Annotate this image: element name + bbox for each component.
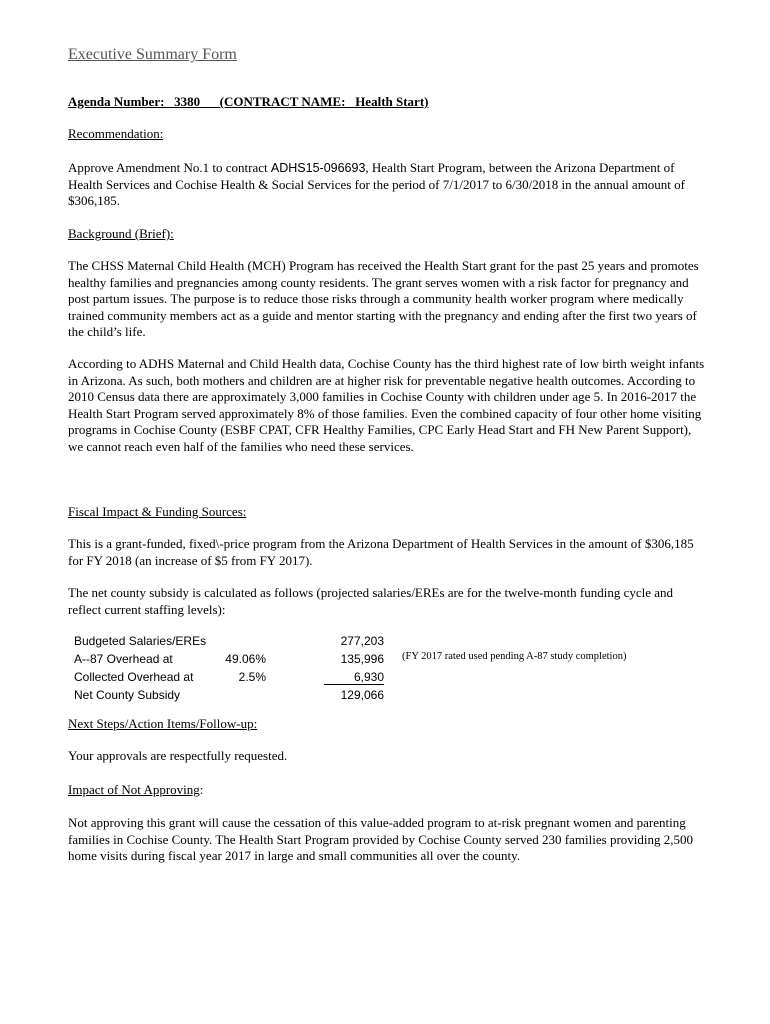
form-title: Executive Summary Form xyxy=(68,46,237,63)
row-label: Budgeted Salaries/EREs xyxy=(74,634,207,648)
row-amount: 6,930 xyxy=(324,670,384,685)
recommendation-text-after: , Health Start Program, between the Arizona Department of Health Services and Cochise Health & Social Services for the period of 7/1/2017 to 6/30/2018 in the annual amount of $306,185. xyxy=(68,160,685,209)
recommendation-text xyxy=(68,160,708,210)
impact-text: Not approving this grant will cause the cessation of this value-added program to at-risk pregnant women and parenting families in Cochise County. The Health Start Program provided by Cochise County served 230 families providing 2,500 home visits during fiscal year 2017 in large and small communities all over the county. xyxy=(68,815,693,864)
fiscal-paragraph-1: This is a grant-funded, fixed\-price program from the Arizona Department of Health Services in the amount of $306,185 for FY 2018 (an increase of $5 from FY 2017). xyxy=(68,536,694,568)
row-percent: 49.06% xyxy=(225,652,266,666)
contract-number: ADHS15-096693 xyxy=(270,161,366,175)
row-label: Collected Overhead at xyxy=(74,670,194,684)
recommendation-heading: Recommendation: xyxy=(68,126,164,141)
next-steps-heading: Next Steps/Action Items/Follow-up: xyxy=(68,716,258,731)
row-label: A--87 Overhead at xyxy=(74,652,173,666)
impact-heading-label: Impact of Not Approving xyxy=(68,782,200,797)
fiscal-heading: Fiscal Impact & Funding Sources: xyxy=(68,504,247,519)
background-heading: Background (Brief): xyxy=(68,226,174,241)
background-paragraph-2: According to ADHS Maternal and Child Health data, Cochise County has the third highest rate of low birth weight infants in Arizona. As such, both mothers and children are at higher risk for preventable negative health outcomes. According to 2010 Census data there are approximately 3,000 families in Cochise County with children under age 5. In 2016-2017 the Health Start Program served approximately 8% of those families. Even the combined capacity of four other home visiting programs in Cochise County (ESBF CPAT, CFR Healthy Families, CPC Early Head Start and FH New Parent Support), we cannot reach even half of the families who need these services. xyxy=(68,356,705,454)
row-amount: 135,996 xyxy=(340,652,384,666)
fiscal-paragraph-2: The net county subsidy is calculated as follows (projected salaries/EREs are for the twelve-month funding cycle and reflect current staffing levels): xyxy=(68,585,674,617)
impact-heading-suffix: : xyxy=(199,782,204,797)
row-label: Net County Subsidy xyxy=(74,688,181,702)
row-amount: 277,203 xyxy=(340,634,384,648)
overhead-note: (FY 2017 rated used pending A-87 study completion) xyxy=(402,651,627,662)
background-paragraph-1: The CHSS Maternal Child Health (MCH) Program has received the Health Start grant for the past 25 years and promotes healthy families and pregnancies among county residents. The grant serves women with a risk factor for pregnancy and post partum issues. The purpose is to reduce those risks through a community health worker program where medically trained community members act as a guide and mentor starting with the pregnancy and ending after the first two years of the child’s life. xyxy=(68,258,699,340)
recommendation-text-before: Approve Amendment No.1 to contract xyxy=(68,160,271,175)
row-amount: 129,066 xyxy=(340,688,384,702)
agenda-line: Agenda Number: 3380 (CONTRACT NAME: Health Start) xyxy=(68,94,429,109)
next-steps-text: Your approvals are respectfully requested. xyxy=(68,748,288,763)
impact-heading xyxy=(68,782,203,798)
row-percent: 2.5% xyxy=(238,670,266,684)
